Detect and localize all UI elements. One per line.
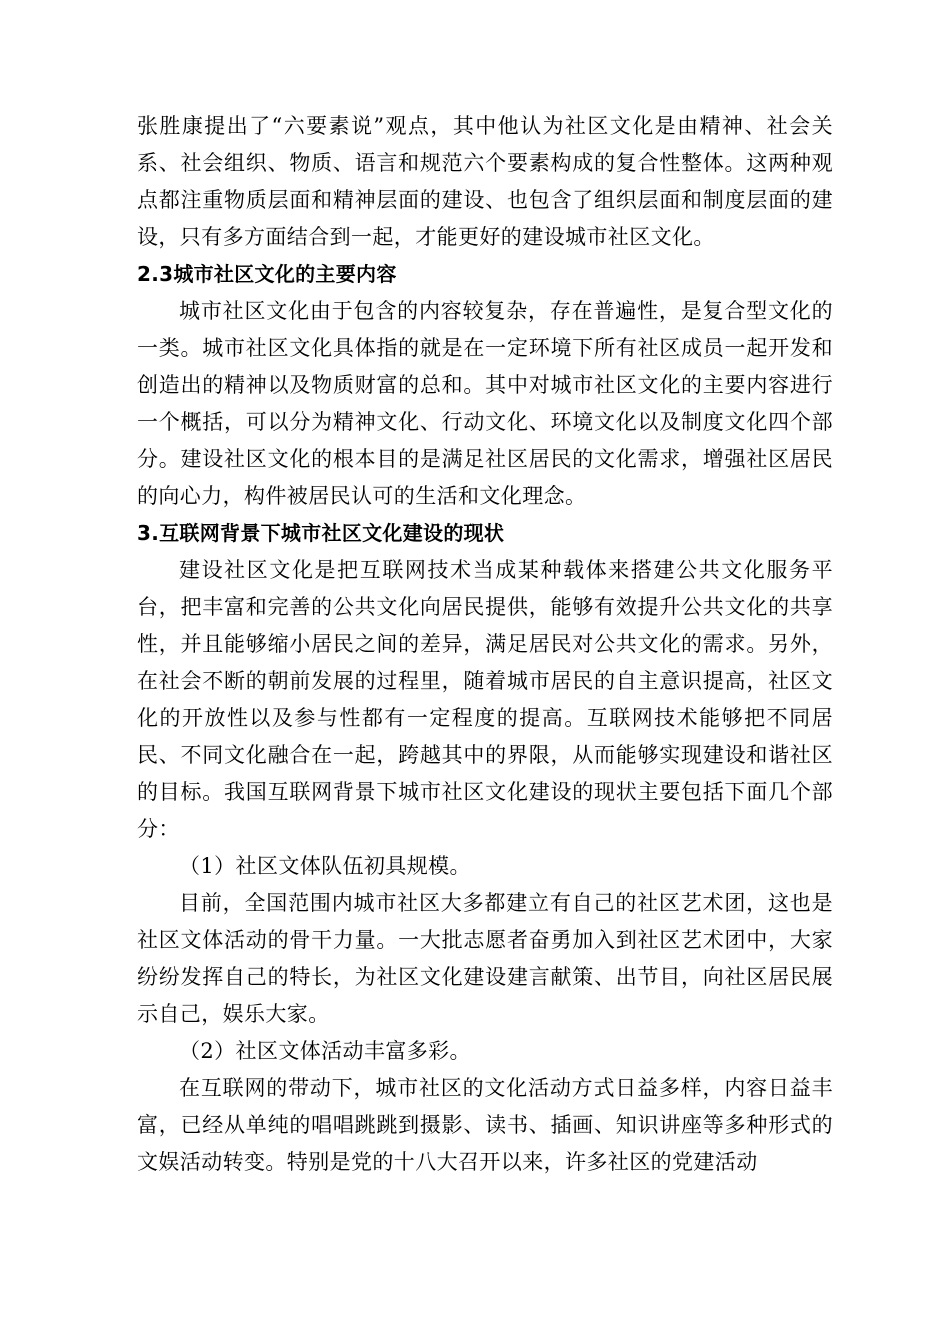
paragraph-3: 建设社区文化是把互联网技术当成某种载体来搭建公共文化服务平台，把丰富和完善的公共文化向居民提供，能够有效提升公共文化的共享性，并且能够缩小居民之间的差异，满足居民对公共文化的需求。另外，在社会不断的朝前发展的过程里，随着城市居民的自主意识提高，社区文化的开放性以及参与性都有一定程度的提高。互联网技术能够把不同居民、不同文化融合在一起，跨越其中的界限，从而能够实现建设和谐社区的目标。我国互联网背景下城市社区文化建设的现状主要包括下面几个部分： bbox=[137, 558, 833, 841]
section-heading-3: 3.互联网背景下城市社区文化建设的现状 bbox=[137, 521, 505, 545]
document-page bbox=[137, 108, 833, 1181]
paragraph-item-2: 在互联网的带动下，城市社区的文化活动方式日益多样，内容日益丰富，已经从单纯的唱唱跳跳到摄影、读书、插画、知识讲座等多种形式的文娱活动转变。特别是党的十八大召开以来，许多社区的党建活动 bbox=[137, 1076, 833, 1174]
paragraph-intro: 张胜康提出了“六要素说”观点，其中他认为社区文化是由精神、社会关系、社会组织、物质、语言和规范六个要素构成的复合性整体。这两种观点都注重物质层面和精神层面的建设、也包含了组织层面和制度层面的建设，只有多方面结合到一起，才能更好的建设城市社区文化。 bbox=[137, 114, 833, 249]
paragraph-2-3: 城市社区文化由于包含的内容较复杂，存在普遍性，是复合型文化的一类。城市社区文化具体指的就是在一定环境下所有社区成员一起开发和创造出的精神以及物质财富的总和。其中对城市社区文化的主要内容进行一个概括，可以分为精神文化、行动文化、环境文化以及制度文化四个部分。建设社区文化的根本目的是满足社区居民的文化需求，增强社区居民的向心力，构件被居民认可的生活和文化理念。 bbox=[137, 299, 833, 508]
section-heading-2-3: 2.3城市社区文化的主要内容 bbox=[137, 262, 397, 286]
list-item-1: （1）社区文体队伍初具规模。 bbox=[179, 854, 471, 878]
paragraph-item-1: 目前，全国范围内城市社区大多都建立有自己的社区艺术团，这也是社区文体活动的骨干力量。一大批志愿者奋勇加入到社区艺术团中，大家纷纷发挥自己的特长，为社区文化建设建言献策、出节目，向社区居民展示自己，娱乐大家。 bbox=[137, 891, 833, 1026]
list-item-2: （2）社区文体活动丰富多彩。 bbox=[179, 1039, 471, 1063]
